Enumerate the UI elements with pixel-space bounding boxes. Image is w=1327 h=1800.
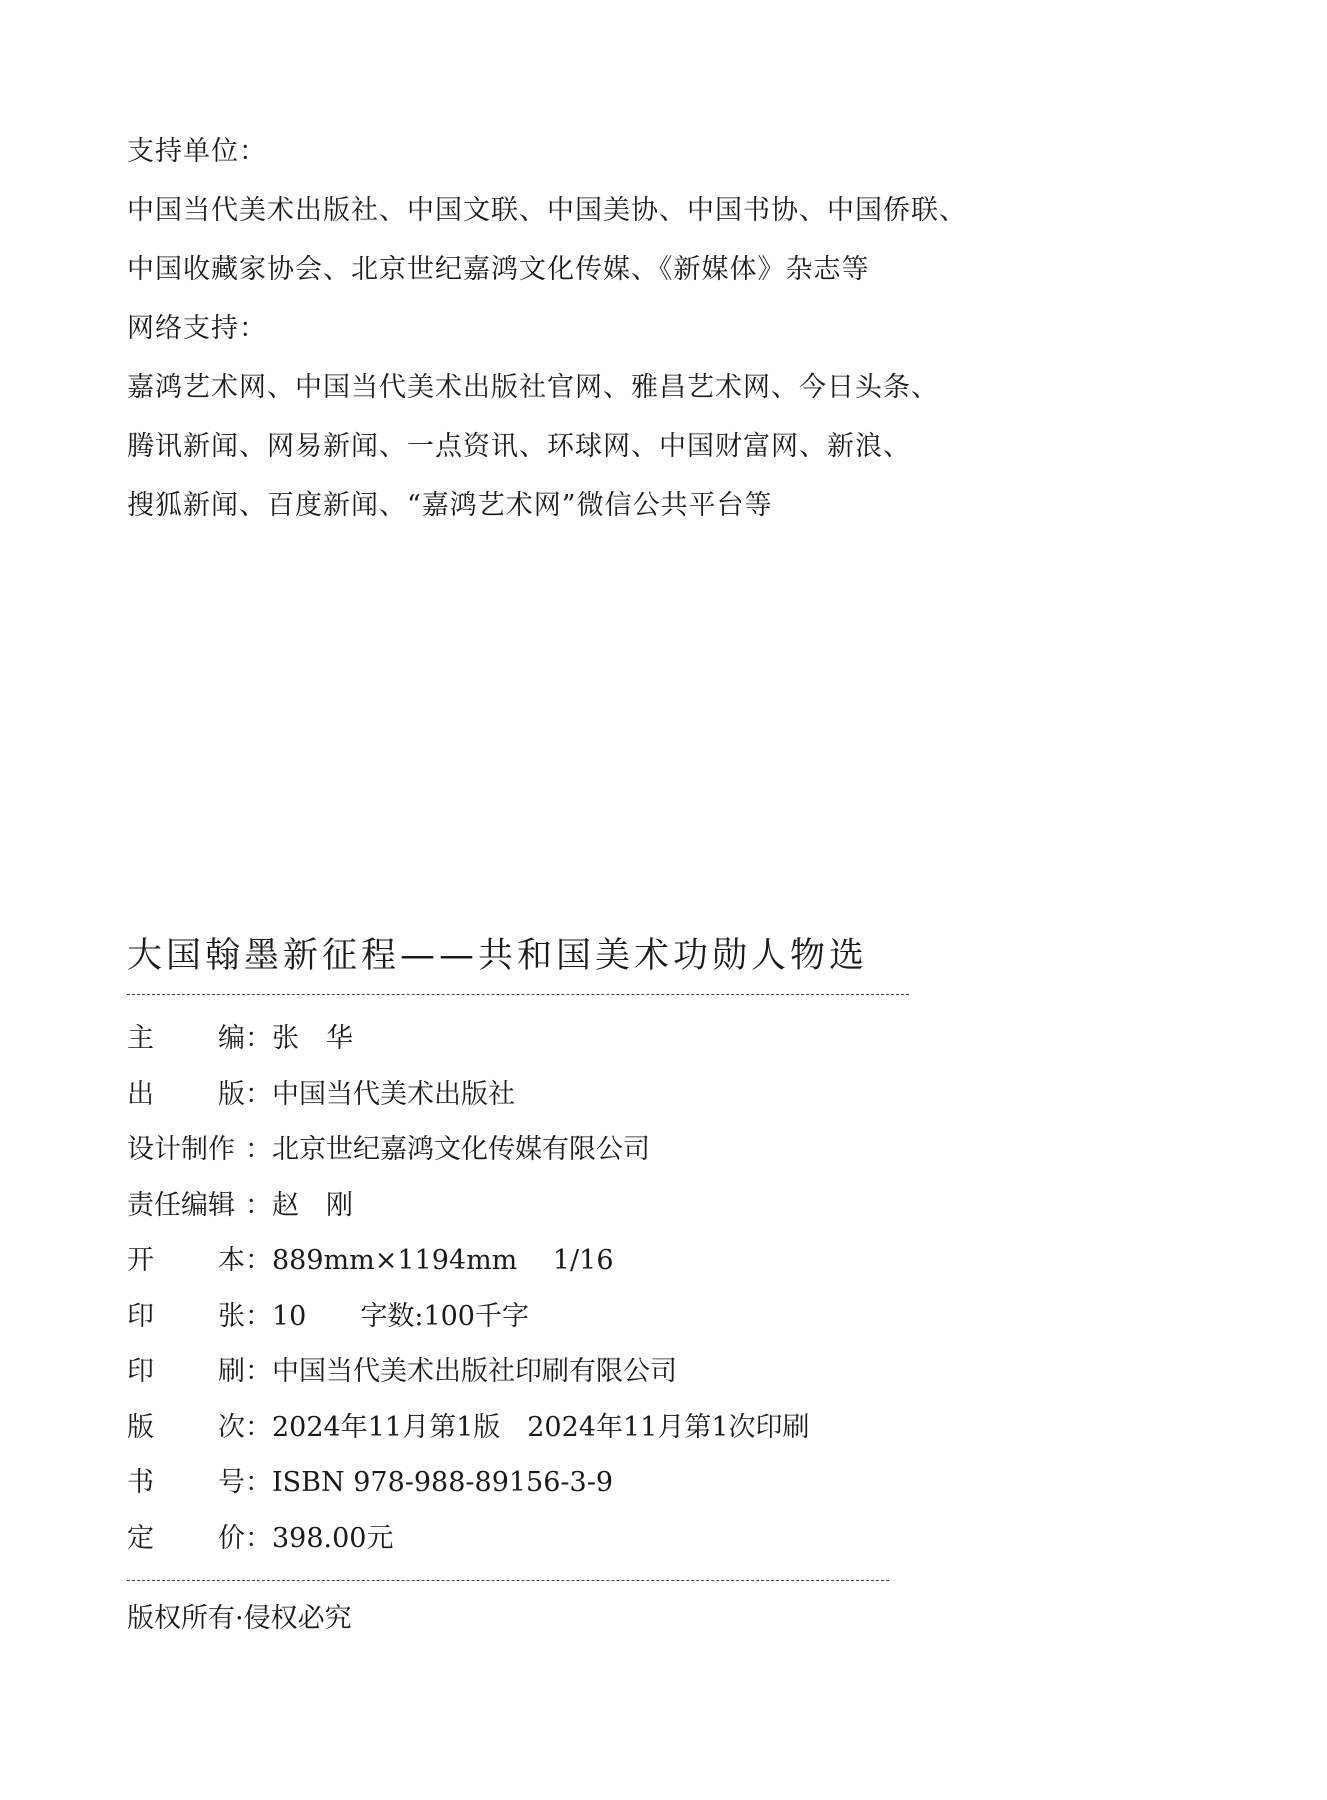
row-label: 设计制作 (127, 1134, 235, 1165)
row-value: ISBN 978-988-89156-3-9 (272, 1467, 614, 1498)
row-value: 中国当代美术出版社 (272, 1078, 515, 1110)
row-label: 出 版 (127, 1078, 245, 1110)
row-label: 开 本 (127, 1245, 245, 1276)
network-support-heading: 网络支持： (127, 313, 267, 344)
row-value: 398.00元 (272, 1522, 394, 1554)
row-label: 责任编辑 (127, 1189, 235, 1221)
colophon-row-price: 定 价 ： 398.00元 (127, 1511, 1127, 1567)
colophon-rows (127, 1011, 1127, 1566)
row-label: 版 次 (127, 1411, 245, 1443)
bottom-divider (127, 1580, 889, 1581)
support-units-heading: 支持单位： (127, 136, 267, 167)
row-value: 张 华 (272, 1023, 353, 1054)
network-support-line-1: 嘉鸿艺术网、中国当代美术出版社官网、雅昌艺术网、今日头条、 (127, 372, 939, 403)
row-value: 赵 刚 (272, 1189, 353, 1221)
row-value: 中国当代美术出版社印刷有限公司 (272, 1356, 677, 1387)
colophon-section (127, 930, 1127, 1639)
colophon-row-printer: 印 刷 ： 中国当代美术出版社印刷有限公司 (127, 1344, 1127, 1400)
support-units-line-2: 中国收藏家协会、北京世纪嘉鸿文化传媒、《新媒体》杂志等 (127, 254, 870, 285)
row-value: 889mm×1194mm 1/16 (272, 1245, 614, 1276)
colophon-row-edition: 版 次 ： 2024年11月第1版 2024年11月第1次印刷 (127, 1400, 1127, 1456)
row-value: 10 字数:100千字 (272, 1300, 529, 1332)
title-divider (127, 994, 909, 995)
support-section (127, 122, 1227, 535)
colophon-row-design: 设计制作 ： 北京世纪嘉鸿文化传媒有限公司 (127, 1122, 1127, 1178)
row-label: 印 刷 (127, 1356, 245, 1387)
row-value: 2024年11月第1版 2024年11月第1次印刷 (272, 1411, 810, 1443)
row-label: 印 张 (127, 1300, 245, 1332)
colophon-row-format: 开 本 ： 889mm×1194mm 1/16 (127, 1233, 1127, 1289)
colophon-row-sheets: 印 张 ： 10 字数:100千字 (127, 1289, 1127, 1345)
row-label: 主 编 (127, 1023, 245, 1054)
row-label: 定 价 (127, 1522, 245, 1554)
colophon-row-responsible-editor: 责任编辑 ： 赵 刚 (127, 1178, 1127, 1234)
row-value: 北京世纪嘉鸿文化传媒有限公司 (272, 1134, 650, 1165)
book-title: 大国翰墨新征程——共和国美术功勋人物选 (127, 936, 869, 976)
row-label: 书 号 (127, 1467, 245, 1498)
colophon-row-editor: 主 编 ： 张 华 (127, 1011, 1127, 1067)
copyright-notice: 版权所有·侵权必究 (127, 1603, 352, 1634)
network-support-line-2: 腾讯新闻、网易新闻、一点资讯、环球网、中国财富网、新浪、 (127, 431, 911, 462)
colophon-row-publisher: 出 版 ： 中国当代美术出版社 (127, 1067, 1127, 1123)
colophon-row-isbn: 书 号 ： ISBN 978-988-89156-3-9 (127, 1455, 1127, 1511)
network-support-line-3: 搜狐新闻、百度新闻、“嘉鸿艺术网”微信公共平台等 (127, 490, 773, 521)
support-units-line-1: 中国当代美术出版社、中国文联、中国美协、中国书协、中国侨联、 (127, 195, 967, 226)
